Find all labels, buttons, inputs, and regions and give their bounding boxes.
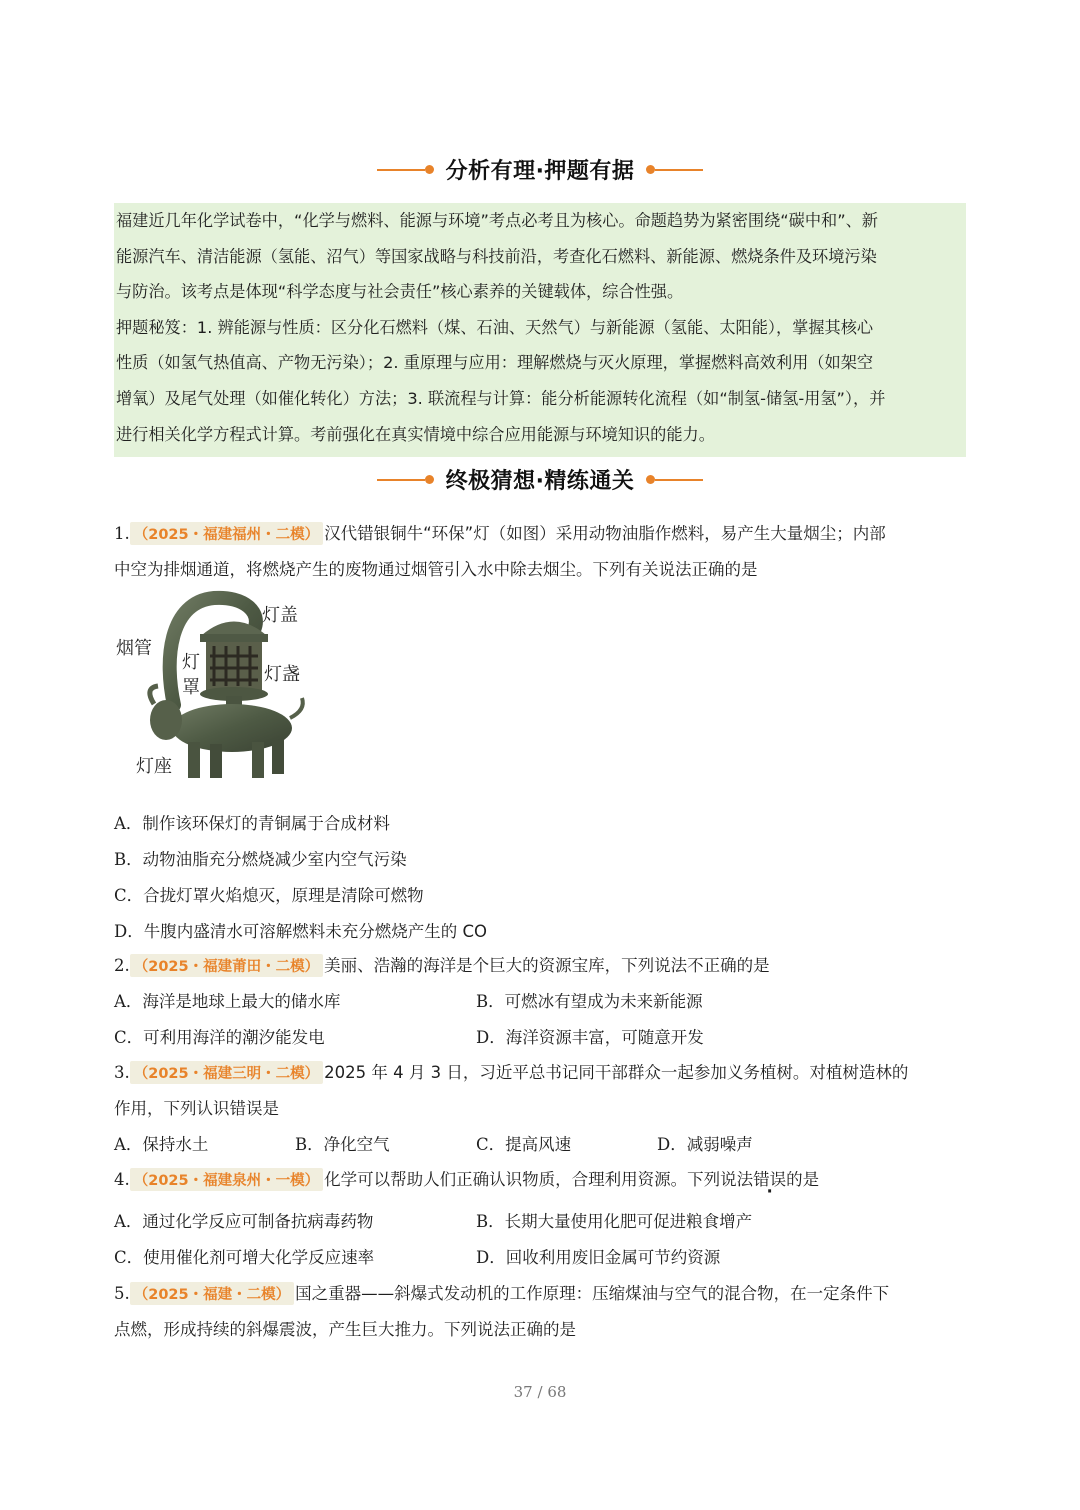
- figure-label-dish: 灯盏: [264, 664, 300, 685]
- intro-line: 进行相关化学方程式计算。考前强化在真实情境中综合应用能源与环境知识的能力。: [116, 424, 715, 444]
- intro-line: 性质（如氢气热值高、产物无污染）；2. 重原理与应用：理解燃烧与灭火原理，掌握燃料高效利用（如架空: [116, 353, 874, 373]
- option-b: B．动物油脂充分燃烧减少室内空气污染: [114, 850, 407, 869]
- question-text: 化学可以帮助人们正确认识物质，合理利用资源。下列说法: [324, 1170, 754, 1189]
- title-left-dot: [425, 165, 434, 174]
- option-a: A．制作该环保灯的青铜属于合成材料: [114, 814, 390, 833]
- question-number: 4.: [114, 1170, 130, 1189]
- question-text: 汉代错银铜牛“环保”灯（如图）采用动物油脂作燃料，易产生大量烟尘；内部: [324, 524, 886, 543]
- option-b: B．净化空气: [295, 1135, 390, 1154]
- question-number: 3.: [114, 1063, 130, 1082]
- question-text: 中空为排烟通道，将燃烧产生的废物通过烟管引入水中除去烟尘。下列有关说法正确的是: [114, 560, 758, 579]
- source-tag: （2025・福建泉州・一模）: [130, 1168, 323, 1191]
- question-3-stem-line2: [114, 1095, 279, 1119]
- option-a: A．保持水土: [114, 1135, 209, 1154]
- question-5-stem-line2: [114, 1316, 576, 1340]
- title-right-dot: [646, 165, 655, 174]
- title-left-line: [377, 479, 425, 481]
- figure-label-base: 灯座: [136, 756, 172, 777]
- question-4-stem: [114, 1166, 819, 1191]
- title-left-line: [377, 169, 425, 171]
- title-right-line: [655, 479, 703, 481]
- figure-label-shade-1: 灯: [182, 652, 200, 673]
- question-text: 美丽、浩瀚的海洋是个巨大的资源宝库，下列说法不正确的是: [324, 956, 770, 975]
- question-number: 2.: [114, 956, 130, 975]
- question-text: 点燃，形成持续的斜爆震波，产生巨大推力。下列说法正确的是: [114, 1320, 576, 1339]
- intro-line: 与防治。该考点是体现“科学态度与社会责任”核心素养的关键载体，综合性强。: [116, 282, 684, 302]
- section-title-practice: [0, 464, 1080, 495]
- option-d: D．牛腹内盛清水可溶解燃料未充分燃烧产生的 CO: [114, 922, 487, 941]
- total-pages: 68: [547, 1383, 567, 1401]
- page-number: [0, 1383, 1080, 1401]
- title-left-dot: [425, 475, 434, 484]
- option-b: B．可燃冰有望成为未来新能源: [476, 992, 703, 1011]
- current-page: 37: [513, 1383, 533, 1401]
- question-text: 2025 年 4 月 3 日，习近平总书记同干部群众一起参加义务植树。对植树造林的: [324, 1063, 909, 1082]
- question-text: 作用，下列认识错误是: [114, 1099, 279, 1118]
- question-5-stem: [114, 1280, 889, 1305]
- option-a: A．通过化学反应可制备抗病毒药物: [114, 1212, 374, 1231]
- intro-line: 押题秘笈：1. 辨能源与性质：区分化石燃料（煤、石油、天然气）与新能源（氢能、太阳能），掌握其核心: [116, 317, 874, 337]
- question-1-stem: [114, 520, 886, 545]
- question-1-stem-line2: [114, 556, 758, 580]
- title-right-dot: [646, 475, 655, 484]
- question-text: 国之重器——斜爆式发动机的工作原理：压缩煤油与空气的混合物，在一定条件下: [295, 1284, 890, 1303]
- option-c: C．使用催化剂可增大化学反应速率: [114, 1248, 375, 1267]
- question-number: 5.: [114, 1284, 130, 1303]
- question-2-stem: [114, 952, 770, 977]
- source-tag: （2025・福建三明・二模）: [130, 1061, 323, 1084]
- question-number: 1.: [114, 524, 130, 543]
- option-c: C．提高风速: [476, 1135, 572, 1154]
- figure-label-smoke-pipe: 烟管: [116, 638, 152, 659]
- source-tag: （2025・福建福州・二模）: [130, 522, 323, 545]
- intro-line: 福建近几年化学试卷中，“化学与燃料、能源与环境”考点必考且为核心。命题趋势为紧密围绕“碳中和”、新: [116, 211, 878, 230]
- section-title-text: 终极猜想·精练通关: [445, 469, 635, 494]
- source-tag: （2025・福建莆田・二模）: [130, 954, 323, 977]
- analysis-intro-box: [114, 203, 966, 457]
- intro-line: 增氧）及尾气处理（如催化转化）方法；3. 联流程与计算：能分析能源转化流程（如“制氢-储氢-用氢”），并: [116, 388, 886, 408]
- intro-line: 能源汽车、清洁能源（氢能、沼气）等国家战略与科技前沿，考查化石燃料、新能源、燃烧条件及环境污染: [116, 246, 877, 266]
- option-c: C．可利用海洋的潮汐能发电: [114, 1028, 325, 1047]
- option-a: A．海洋是地球上最大的储水库: [114, 992, 341, 1011]
- title-right-line: [655, 169, 703, 171]
- question-3-stem: [114, 1059, 908, 1084]
- source-tag: （2025・福建・二模）: [130, 1282, 294, 1305]
- figure-label-shade-2: 罩: [182, 677, 200, 698]
- figure-label-lid: 灯盖: [262, 605, 298, 626]
- page-separator: /: [537, 1383, 543, 1401]
- option-d: D．海洋资源丰富，可随意开发: [476, 1028, 704, 1047]
- emphasis-text: 错误: [753, 1170, 787, 1189]
- section-title-analysis: [0, 154, 1080, 185]
- option-d: D．回收利用废旧金属可节约资源: [476, 1248, 721, 1267]
- option-d: D．减弱噪声: [657, 1135, 753, 1154]
- option-c: C．合拢灯罩火焰熄灭，原理是清除可燃物: [114, 886, 424, 905]
- option-b: B．长期大量使用化肥可促进粮食增产: [476, 1212, 753, 1231]
- question-text-tail: 的是: [786, 1170, 820, 1189]
- section-title-text: 分析有理·押题有据: [445, 159, 635, 184]
